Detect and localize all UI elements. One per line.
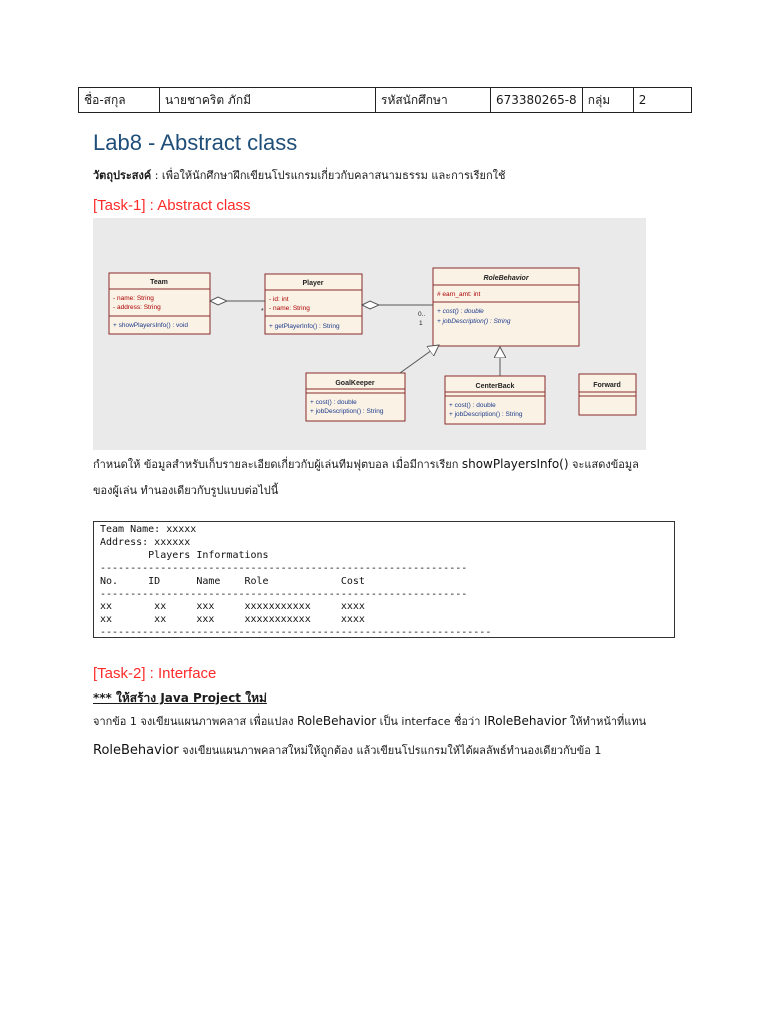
rolebehavior-attr-earn: # earn_amt: int: [437, 291, 481, 298]
centerback-op-jobdesc: + jobDescription() : String: [449, 411, 523, 418]
centerback-op-cost: + cost() : double: [449, 402, 496, 409]
task2-text-a: จากข้อ 1 จงเขียนแผนภาพคลาส เพื่อแปลง: [93, 715, 297, 728]
aggregation-player-rolebehavior: [362, 301, 433, 309]
goalkeeper-op-jobdesc: + jobDescription() : String: [310, 408, 384, 415]
multiplicity-star: *: [261, 308, 264, 315]
student-info-table: [78, 87, 692, 113]
task1-heading: [Task-1] : Abstract class: [93, 197, 251, 214]
sample-output-box: [93, 521, 675, 638]
rolebehavior-term-2: RoleBehavior: [93, 743, 179, 758]
uml-class-forward: [579, 374, 636, 415]
uml-class-rolebehavior: [433, 268, 579, 346]
goalkeeper-class-name: GoalKeeper: [335, 380, 375, 387]
rolebehavior-op-jobdesc: + jobDescription() : String: [437, 318, 511, 325]
task2-text-b: เป็น interface ชื่อว่า: [376, 715, 484, 728]
forward-class-name: Forward: [593, 382, 621, 389]
task1-paragraph-line2: ของผู้เล่น ทำนองเดียวกับรูปแบบต่อไปนี้: [93, 484, 279, 497]
multiplicity-zero: 0..: [418, 311, 426, 318]
team-attr-name: - name: String: [113, 295, 154, 302]
rolebehavior-op-cost: + cost() : double: [437, 308, 484, 315]
team-class-name: Team: [150, 279, 168, 286]
group-label: กลุ่ม: [582, 88, 633, 113]
uml-class-player: [265, 274, 362, 334]
task1-text-b: จะแสดงข้อมูล: [568, 458, 639, 471]
rolebehavior-term: RoleBehavior: [296, 714, 377, 728]
uml-class-team: [109, 273, 210, 334]
task2-heading: [Task-2] : Interface: [93, 665, 217, 682]
objective-text: : เพื่อให้นักศึกษาฝึกเขียนโปรแกรมเกี่ยวกับคลาสนามธรรม และการเรียกใช้: [151, 169, 506, 182]
task1-text-a: กำหนดให้ ข้อมูลสำหรับเก็บรายละเอียดเกี่ยวกับผู้เล่นทีมฟุตบอล เมื่อมีการเรียก: [93, 458, 462, 471]
uml-class-diagram: [93, 218, 646, 450]
student-id-label: รหัสนักศึกษา: [376, 88, 491, 113]
name-value: นายชาคริต ภักมี: [160, 88, 376, 113]
team-op-showplayers: + showPlayersInfo() : void: [113, 322, 188, 329]
team-attr-address: - address: String: [113, 304, 161, 311]
group-value: 2: [633, 88, 691, 113]
uml-class-centerback: [445, 376, 545, 424]
player-op-getinfo: + getPlayerInfo() : String: [269, 323, 340, 330]
player-class-name: Player: [302, 280, 324, 287]
name-label: ชื่อ-สกุล: [79, 88, 160, 113]
sample-output-text: Team Name: xxxxx Address: xxxxxx Players Informations ------------------------------------------------------------- No. ID Name Role Cost ------------------------------------------------------------- xx xx xxx xxxxxxxxxxx xxxx xx xx xxx xxxxxxxxxxx xxxx -----------------------------------------------------------------: [100, 524, 492, 639]
task2-text-c: ให้ทำหน้าที่แทน: [566, 715, 647, 728]
objective-label: วัตถุประสงค์: [93, 169, 152, 182]
goalkeeper-op-cost: + cost() : double: [310, 399, 357, 406]
generalization-goalkeeper: [400, 345, 439, 373]
irolebehavior-term: IRoleBehavior: [483, 714, 567, 728]
method-showplayersinfo: showPlayersInfo(): [461, 457, 569, 471]
task2-text-d: จงเขียนแผนภาพคลาสใหม่ให้ถูกต้อง แล้วเขียนโปรแกรมให้ได้ผลลัพธ์ทำนองเดียวกับข้อ 1: [178, 744, 602, 757]
rolebehavior-class-name: RoleBehavior: [483, 275, 529, 282]
student-id-value: 673380265-8: [491, 88, 583, 113]
task2-line1: [93, 706, 646, 737]
aggregation-team-player: [210, 297, 265, 305]
player-attr-name: - name: String: [269, 305, 310, 312]
task2-line2: [93, 736, 601, 766]
task2-subheading: *** ให้สร้าง Java Project ใหม่: [93, 691, 267, 705]
page-title: Lab8 - Abstract class: [93, 130, 298, 155]
centerback-class-name: CenterBack: [475, 383, 515, 390]
objective: [93, 166, 505, 184]
uml-class-goalkeeper: [306, 373, 405, 421]
multiplicity-one: 1: [419, 320, 423, 327]
player-attr-id: - id: int: [269, 296, 289, 303]
